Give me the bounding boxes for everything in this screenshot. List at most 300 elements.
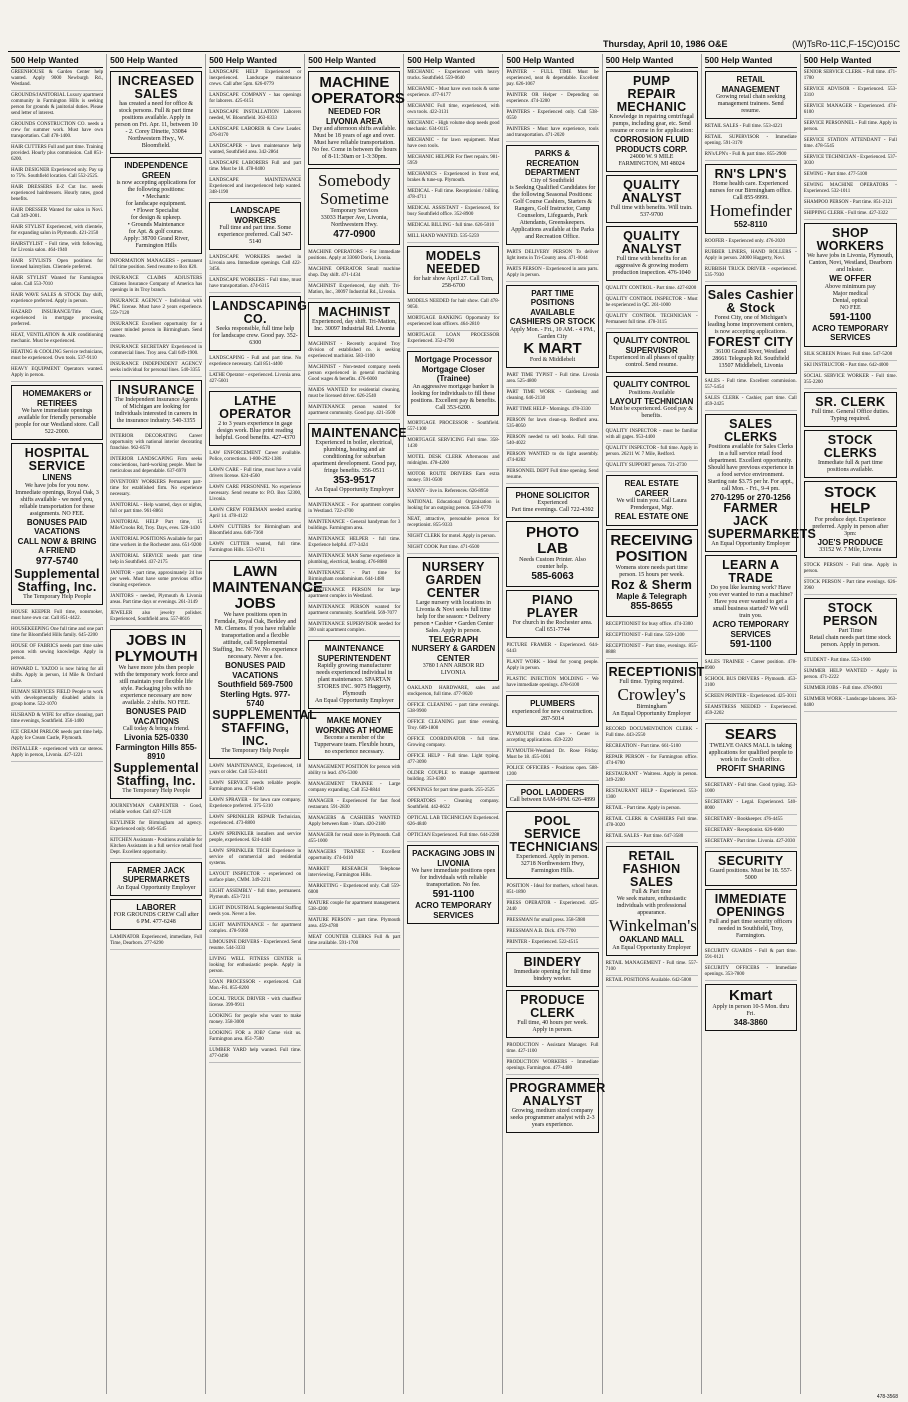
classified-columns [8, 54, 900, 1394]
ad-phone: 585-6063 [531, 571, 574, 582]
ad-title: PLUMBERS [530, 699, 575, 708]
classified-ad: INSURANCE CLAIMS ADJUSTERS Citizens Insurance Company of America has openings in its Troy branch. [110, 274, 202, 297]
classified-ad: GROUNDS/JANITORIAL Luxury apartment community in Farmington Hills is seeking person for grounds & janitorial duties. Please send letter of interest. [11, 91, 103, 120]
sales-clerks-ad [705, 414, 817, 553]
ad-offer: WE OFFER [829, 274, 872, 283]
classified-ad: PRODUCTION WORKERS - Immediate openings. Farmington. 477-4480 [506, 1058, 598, 1075]
ad-text: We will train you. Call Laura Prendergast, Mgr. [616, 498, 687, 511]
classified-ad: PRESS OPERATOR - Experienced. 425-2440 [506, 899, 598, 916]
qc-layout-ad [606, 376, 698, 424]
parks-recreation-ad [506, 145, 598, 245]
ad-title: SECURITY [717, 853, 784, 868]
ad-title: FARMER JACK SUPERMARKETS [122, 865, 190, 884]
ad-line: is now accepting applications for the following positions: [116, 180, 196, 193]
machinist-ad [308, 302, 400, 337]
classified-ad: MAINTENANCE SUPERVISOR needed for 300 unit apartment complex. [308, 620, 400, 637]
ad-title: RECEPTIONIST [608, 665, 705, 679]
ad-title: PIANO PLAYER [526, 593, 579, 620]
ad-text: The Independent Insurance Agents of Michigan are looking for individuals interested in careers in the insurance industry. 540-3355 [114, 397, 198, 424]
classified-ad: SENIOR SERVICE CLERK - Full time. 471-1700 [804, 68, 897, 85]
ad-lines [807, 284, 894, 312]
ad-text: experienced for new construction. 287-5014 [511, 708, 594, 722]
classified-ad: JANITORIAL HELP Part time, 15 Mile/Crooks Rd, Troy. Days, eves. 528-1430 [110, 518, 202, 535]
ad-list [506, 248, 598, 282]
classified-ad: HOUSE OF FABRICS needs part time sales person with sewing knowledge. Apply in person. [11, 642, 103, 665]
ad-text: Apply Mon. - Fri., 10 AM. - 4 PM., Garden City [509, 326, 596, 340]
ad-text: Experienced. Apply in person. 32718 Northwestern Hwy, Farmington Hills. [516, 854, 589, 874]
classified-ad: HAIR DRESSER Wanted for salon in Novi. Call 349-2001. [11, 206, 103, 223]
classified-ad: SECRETARY - Receptionist. 626-6600 [705, 826, 797, 837]
laborer-ad [110, 899, 202, 931]
ad-text: Immediate full & part time positions available. [817, 459, 883, 473]
ad-list [506, 730, 598, 781]
classified-ad: LIGHT MAINTENANCE - for apartment complex. 478-9360 [209, 921, 301, 938]
ad-text: Full time with benefits. Will train. 537-9700 [610, 205, 693, 218]
ad-phone: 348-3860 [733, 1017, 768, 1027]
classified-ad: MATURE couple for apartment management. 538-4200 [308, 899, 400, 916]
ad-list [11, 68, 103, 382]
photo-lab-ad [506, 521, 598, 587]
ad-phone: 591-1100 [432, 889, 475, 900]
classified-ad: QUALITY SUPPORT person. 721-2730 [606, 461, 698, 472]
ad-firm: Crowley's [617, 685, 686, 704]
classified-ad: QUALITY CONTROL INSPECTOR - Must be experienced in QC. 261-1000 [606, 295, 698, 312]
classified-ad: SHAMPOO PERSON - Part time. 851-2121 [804, 198, 897, 209]
ad-roles: CASHIERS OR STOCK [509, 317, 596, 326]
ad-list [705, 122, 797, 161]
ad-title: INCREASED SALES [117, 74, 195, 101]
ad-text: Seeks responsible, full time help for landscape crew. Good pay. 352-6300 [212, 326, 298, 346]
ad-firm: SUPPLEMENTAL STAFFING, INC. [212, 707, 317, 748]
classified-ad: RETAIL CLERK & CASHIERS Full time. 478-3020 [606, 815, 698, 832]
mortgage-processor-ad [407, 351, 499, 416]
security-ad [705, 851, 797, 886]
ad-title: RETAIL MANAGEMENT [721, 75, 780, 94]
ad-text: Experienced in all phases of quality control. Send resume. [608, 355, 695, 368]
ad-title: RETAIL FASHION SALES [622, 849, 681, 889]
classified-ad: SERVICE ADVISOR - Experienced. 553-3310 [804, 85, 897, 102]
quality-analyst-ad [606, 175, 698, 223]
ad-firm: FOREST CITY [707, 334, 794, 349]
classified-ad: PERSON WANTED to do light assembly. 474-8282 [506, 450, 598, 467]
ad-subtitle-2: LAYOUT TECHNICIAN [609, 396, 694, 406]
ad-address-2: 28661 Telegraph Rd. Southfield [712, 355, 790, 362]
ad-firm: TELEGRAPH NURSERY & GARDEN CENTER [411, 634, 496, 663]
classified-ad: PAINTER OR Helper - Depending on experience. 474-3200 [506, 91, 598, 108]
ad-list [804, 561, 897, 595]
lathe-operator-ad [209, 391, 301, 446]
qc-supervisor-ad [606, 332, 698, 373]
column-8 [702, 54, 817, 1394]
ad-title: INDEPENDENCE GREEN [124, 161, 188, 180]
ad-title: MAINTENANCE [311, 426, 407, 440]
classified-ad: INSURANCE INDEPENDENT AGENCY seeks individual for personal lines. 540-3355 [110, 360, 202, 377]
ad-title: STOCK CLERKS [823, 432, 877, 460]
classified-ad: SECURITY GUARDS - Full & part time. 591-0121 [705, 947, 797, 964]
classified-ad: SECURITY OFFICERS - Immediate openings. 353-7800 [705, 964, 797, 981]
classified-ad: RECEPTIONIST - Part time, evenings. 855-8888 [606, 642, 698, 659]
classified-ad: SUMMER JOBS - Full time. 478-0901 [804, 684, 897, 695]
ad-list [308, 763, 400, 950]
sr-clerk-ad [804, 392, 897, 427]
ad-firm: ACRO TEMPORARY SERVICES [812, 323, 889, 342]
ad-list [407, 419, 499, 554]
ad-phone-livonia: Livonia 525-0330 [124, 733, 189, 742]
classified-ad: LAWN SPRINKLER TECH Experience in service of commercial and residential systems. [209, 847, 301, 870]
classified-ad: STUDENT - Part time. 553-1900 [804, 656, 897, 667]
classified-ad: MACHINE OPERATORS - For immediate positions. Apply at 33060 Doris, Livonia. [308, 248, 400, 265]
receptionist-ad [606, 662, 705, 722]
ad-text: We have positions open in Ferndale, Royal Oak, Berkley and Mt. Clemens. If you have reliable transportation and a flexible attitude, call Supplemental Staffing, Inc. NOW. No experience necessary. Never a fee. [212, 612, 298, 660]
ad-title: LATHE OPERATOR [219, 394, 292, 421]
section-header: 500 Help Wanted [308, 54, 400, 68]
ad-text: Full time with benefits for an aggressive & growing modern production inspection. 476-1040 [612, 256, 691, 276]
ad-tagline: The Temporary Help People [23, 593, 92, 600]
classified-ad: MACHINIST - Non-tested company needs person experienced in general machining. Good wages & benefits. 476-6000 [308, 363, 400, 386]
ad-title: PUMP REPAIR MECHANIC [616, 74, 687, 114]
column-6 [503, 54, 606, 1394]
ad-text: FOR GROUNDS CREW Call after 6 PM. 477-6248 [113, 912, 199, 925]
ad-subtitle: An Equal Opportunity Employer [116, 884, 196, 891]
maintenance-superintendent-ad [308, 640, 400, 709]
classified-ad: MORTGAGE SERVICING Full time. 358-1430 [407, 436, 499, 453]
classified-ad: PICTURE FRAMER - Experienced. 644-6443 [506, 641, 598, 658]
section-header: 500 Help Wanted [606, 54, 698, 68]
ad-text: Full time. Typing required. [619, 679, 684, 685]
classified-ad: HUSBAND & WIFE for office cleaning, part time evenings, Southfield. 356-1400 [11, 711, 103, 728]
ad-phone-sterling: Sterling Hgts. 977-5740 [220, 689, 291, 708]
ad-title: LABORER [136, 902, 176, 912]
classified-ad: HAIR WAVE SALES & STOCK Day shift, experience preferred. Apply in person. [11, 291, 103, 308]
classified-ad: GREENHOUSE & Garden Center help wanted. Apply 9000 Newburgh Rd., Westland. [11, 68, 103, 91]
rns-lpns-ad [705, 164, 797, 234]
classified-ad: RESTAURANT HELP - Experienced. 553-1300 [606, 787, 698, 804]
ad-address-1: 36100 Grand River, Westland [715, 348, 787, 355]
ad-phone-southfield: Southfield 569-7500 [217, 680, 293, 689]
classified-ad: MECHANIC Full time, experienced, with own tools. 422-3131 [407, 102, 499, 119]
classified-ad: LIGHT ASSEMBLY - full time, permanent. Plymouth. 453-7211 [209, 887, 301, 904]
ad-firm: Supplemental Staffing, Inc. [113, 760, 199, 788]
ad-subtitle: Positions Available [628, 389, 675, 396]
ad-title: HOSPITAL SERVICE [24, 446, 90, 473]
classified-ad: SEAMSTRESS NEEDED - Experienced. 459-2202 [705, 703, 797, 720]
ad-firm: JOE'S PRODUCE [817, 537, 884, 547]
ad-text: Day and afternoon shifts available. Must be 18 years of age and over. Must have reliable transportation. No fee. Come in between the hours of 8-11:30am or 1-3:30pm. [311, 126, 397, 160]
classified-ad: RECEPTIONIST - Full time. 559-1200 [606, 631, 698, 642]
classified-ad: LAWN SPRINKLER installers and service people, experienced. 624-4448 [209, 830, 301, 847]
classified-ad: PRESSMAN for small press. 358-5980 [506, 916, 598, 927]
classified-ad: SUMMER WORK - Landscape laborers. 363-0400 [804, 695, 897, 712]
classified-ad: PAINTERS - Must have experience, tools and transportation. 471-2020 [506, 125, 598, 142]
ad-list [407, 297, 499, 348]
classified-ad: REPAIR PERSON - for Farmington office. 474-6700 [606, 753, 698, 770]
classified-ad: SEWING - Part time. 477-5100 [804, 170, 897, 181]
classified-ad: HOWARD L. YAZOO is now hiring for all shifts. Apply in person, 14 Mile & Orchard Lake. [11, 665, 103, 688]
classified-ad: OPENINGS for part time guards. 255-2525 [407, 786, 499, 797]
maintenance-ad [308, 423, 407, 498]
ad-phone: 552-8110 [734, 220, 768, 229]
ad-line: • Grounds Maintenance [127, 222, 185, 228]
section-header: 500 Help Wanted [705, 54, 797, 68]
ad-list [110, 802, 202, 859]
classified-ad: LOAN PROCESSOR - experienced. Call Mon.-Fri. 855-8200 [209, 978, 301, 995]
ad-text: Growing, medium sized company seeks programmer analyst with 2-3 years experience. [510, 1108, 595, 1128]
ad-list [407, 68, 499, 243]
classified-ad: PRESSMAN A.B. Dick. 476-7700 [506, 927, 598, 938]
ad-title: POOL LADDERS [520, 787, 585, 797]
ad-text: Large nursery with locations in Livonia & Novi seeks full time help for the season: • Delivery person • Cashier • Garden Center Sales. Apply in person. [413, 599, 494, 634]
classified-ad: MANAGEMENT POSITION for person with ability to lead. 476-5300 [308, 763, 400, 780]
ad-text: 2 to 3 years experience in gage design work. Blue print reading helpful. Good benefits. 427-4370 [215, 421, 296, 441]
ad-list [209, 870, 301, 1063]
ad-text: We seek mature, enthusiastic individuals with professional appearance. [616, 896, 687, 916]
ad-list [506, 882, 598, 949]
ad-text: Forest City, one of Michigan's leading home improvement centers, is now accepting applications. [707, 314, 794, 335]
classified-ad: MAIDS WANTED for residential cleaning, must be licensed driver. 626-2540 [308, 386, 400, 403]
classified-ad: SALES - Full time. Excellent commission. 557-5454 [705, 377, 797, 394]
ad-text: Retail chain needs part time stock person. Apply in person. [809, 635, 891, 648]
ad-text: Immediate opening for full time bindery worker. [514, 969, 591, 982]
ad-text: Call between 8AM-6PM. 626-4899 [509, 797, 596, 803]
classified-ad: MEDICAL - Full time. Receptionist / billing. 478-4711 [407, 187, 499, 204]
stock-person-ad [804, 598, 897, 653]
section-header: 500 Help Wanted [209, 54, 301, 68]
programmer-analyst-ad [506, 1078, 606, 1133]
models-needed-ad [407, 246, 499, 294]
ad-list [606, 959, 698, 987]
classified-ad: RECREATION - Part time. 661-5100 [606, 742, 698, 753]
classified-ad: LAWN SPRINKLER REPAIR Technician, experienced. 473-8800 [209, 813, 301, 830]
classified-ad: SCHOOL BUS DRIVERS - Plymouth. 453-3100 [705, 675, 797, 692]
ad-title: LAWN MAINTENANCE JOBS [212, 563, 324, 612]
column-1 [8, 54, 107, 1394]
classified-ad: OPTICAL LAB TECHNICIAN Experienced. 626-4840 [407, 814, 499, 831]
classified-ad: NIGHT COOK Part time. 471-6500 [407, 543, 499, 554]
ad-list [209, 354, 301, 388]
ad-title: HOMEMAKERS or RETIREES [22, 389, 92, 408]
insurance-ad [110, 380, 202, 429]
ad-title: SHOP WORKERS [816, 226, 884, 253]
classified-ad: MOTOR ROUTE DRIVERS Earn extra money. 591-0500 [407, 470, 499, 487]
classified-ad: LAWN CUTTERS for Birmingham and Bloomfield area. 646-7360 [209, 523, 301, 540]
ad-firm: ACRO TEMPORARY SERVICES [712, 620, 789, 639]
page-footer: 478-3568 [876, 1394, 898, 1400]
classified-ad: RETAIL POSITIONS Available. 642-5000 [606, 976, 698, 987]
ad-subtitle: Full & Part time [632, 889, 672, 895]
classified-ad: OPTICIAN Experienced. Full time. 644-2288 [407, 831, 499, 842]
classified-ad: MORTGAGE LOAN PROCESSOR Experienced. 352-4790 [407, 331, 499, 348]
classified-ad: PLYMOUTH Child Care - Center is accepting applications. 459-2220 [506, 730, 598, 747]
ad-text: Home health care. Experienced nurses for our Birmingham office. Call 855-9999. [709, 181, 792, 201]
ad-phone-farmington: Farmington Hills 855-8910 [115, 742, 197, 761]
ad-text: Do you like learning work? Have you ever wanted to run a machine? Have you ever wanted to get a small business started? We will train you. [708, 585, 793, 619]
classified-ad: HAIRSTYLIST - Full time, with following, for Livonia salon. 464-1940 [11, 240, 103, 257]
ad-text: We have jobs for you now. Immediate openings, Royal Oak, 3 shifts available - we need you, reliable transportation for these assignments. NO FEE. [15, 482, 99, 517]
classified-ad: LATHE Operator - experienced. Livonia area. 427-5601 [209, 371, 301, 388]
classified-ad: SECRETARY - Part time. Livonia. 427-2030 [705, 837, 797, 848]
column-2 [107, 54, 206, 1394]
pool-ladders-ad [506, 784, 598, 809]
ad-list [209, 762, 301, 870]
classified-ad: QUALITY INSPECTOR - full time. Apply in person. 26211 W. 7 Mile, Redford. [606, 444, 698, 461]
classified-ad: PART TIME HELP - Mornings. 478-3330 [506, 405, 598, 416]
classified-ad: LUMBER YARD help wanted. Full time. 477-0490 [209, 1046, 301, 1063]
ad-address: 24000 W. 9 MILE FARMINGTON, MI 48024 [618, 154, 685, 167]
ad-title: PART TIME POSITIONS AVAILABLE [530, 288, 575, 317]
classified-ad: PLASTIC INJECTION MOLDING - We have immediate openings. 478-6100 [506, 675, 598, 692]
immediate-openings-ad [705, 889, 797, 944]
ad-list [705, 377, 797, 411]
kmart-part-time-ad [506, 285, 598, 368]
ad-address: Ford & Middlebelt [529, 356, 576, 363]
classified-ad: MAINTENANCE - General handyman for 3 buildings. Farmington area. [308, 518, 400, 535]
classified-ad: MACHINIST Experienced, day shift. Tri-Mation, Inc., 30097 Industrial Rd., Livonia. [308, 282, 400, 299]
classified-ad: HOUSEKEEPING One full time and one part time for Bloomfield Hills family. 645-2200 [11, 625, 103, 642]
classified-ad: PERSON for lawn clean-up. Redford area. 535-8050 [506, 416, 598, 433]
ad-address-3: 13507 Middlebelt, Livonia [718, 362, 783, 369]
ad-firm: ACRO TEMPORARY SERVICES [415, 901, 492, 920]
ad-text: Part time evenings. Call 722-4392 [511, 507, 594, 513]
classified-ad: LAWN CUTTER wanted, full time. Farmington Hills. 553-0711 [209, 540, 301, 557]
masthead-edition: (W)TsRo-11C,F-15C)O15C [792, 39, 900, 49]
classified-ad: PART TIME WORK - Gardening and cleaning. 646-2130 [506, 388, 598, 405]
ad-firm: REAL ESTATE ONE [614, 512, 689, 521]
ad-title: QUALITY ANALYST [621, 229, 682, 256]
phone-solicitor-ad [506, 487, 598, 519]
ad-subtitle: PROFIT SHARING [716, 764, 785, 773]
ad-address: 33152 W. 7 Mile, Livonia [819, 547, 882, 553]
ad-address: OAKLAND MALL [619, 935, 684, 944]
classified-ad: OFFICE CLEANING - part time evenings. 538-9900 [407, 701, 499, 718]
ad-title: MACHINE OPERATORS [311, 74, 405, 107]
ad-line: for design & upkeep. [130, 215, 182, 221]
classified-ad: OAKLAND HARDWARE, sales and stockperson, full time. 477-9020 [407, 684, 499, 701]
ad-text: is Seeking Qualified Candidates for the following Seasonal Positions: Golf Course Cashiers, Starters & Rangers, Golf Instructor, Camp Counselors, Lifeguards, Park Attendants, Greenskeepers. Applications available at the Parks and Recreation Office. [509, 184, 596, 240]
ad-list [506, 1041, 598, 1075]
ad-list [606, 620, 698, 659]
classified-ad: LIMOUSINE DRIVERS - Experienced. Send resume. 544-3333 [209, 938, 301, 955]
classified-ad: OFFICE COORDINATOR - full time. Growing company. [407, 735, 499, 752]
classified-ad: NANNY - live in. References. 626-8950 [407, 487, 499, 498]
classified-ad: MACHINE OPERATOR Small machine shop. Day shift. 471-1434 [308, 265, 400, 282]
classified-ad: SEWING MACHINE OPERATORS - Experienced. 532-1011 [804, 181, 897, 198]
pump-repair-ad [606, 71, 698, 172]
ad-text: Must be experienced. Good pay & benefits. [610, 406, 693, 419]
classified-ad: OFFICE HELP - Full time. Light typing. 477-3090 [407, 752, 499, 769]
ad-subtitle: Experienced [537, 500, 568, 506]
ad-list [506, 68, 598, 142]
column-4 [305, 54, 407, 1394]
classified-ad: SALES TRAINEE - Career position. 478-8900 [705, 658, 797, 675]
laminator-ad: LAMINATOR Experienced, immediate, Full Time, Dearborn. 277-6290 [110, 933, 202, 950]
classified-ad: RETAIL - Part time. Apply in person. [606, 804, 698, 815]
classified-ad: GROUNDS CONSTRUCTION CO. needs a crew for summer work. Must have own transportation. Call 478-1400. [11, 120, 103, 143]
classified-ad: MACHINIST - Recently acquired Troy division of established co. is seeking experienced machinist. 583-1100 [308, 340, 400, 363]
classified-ad: LAWN CREW FOREMAN needed starting April 14. 478-4122 [209, 506, 301, 523]
ad-text: Full time and part time. Some experience preferred. Call 347-5140 [217, 225, 293, 245]
masthead-date: Thursday, April 10, 1986 O&E [603, 39, 728, 49]
ad-title: LANDSCAPE WORKERS [230, 206, 281, 225]
classified-ad: LOCAL TRUCK DRIVER - with chauffeur license. 399-9911 [209, 995, 301, 1012]
classified-ad: STOCK PERSON - Part time evenings. 626-3960 [804, 578, 897, 595]
ad-title: INSURANCE [117, 383, 195, 397]
classified-ad: KITCHEN Assistants - Positions available for Kitchen Assistants in a full service retail food Dept. Excellent opportunity. [110, 836, 202, 859]
ad-subtitle: Birmingham [636, 704, 667, 710]
classified-ad: LANDSCAPE MAINTENANCE Experienced and inexperienced help wanted. 348-1190 [209, 176, 301, 199]
classified-ad: RETAIL SALES - Full time. 553-4221 [705, 122, 797, 133]
ad-title: RN'S LPN'S [714, 167, 787, 181]
classified-ad: LAYOUT INSPECTOR - experienced on surface plate, CMM. 349-2211 [209, 870, 301, 887]
ad-title: PHONE SOLICITOR [515, 490, 590, 500]
ad-title: Mortgage Processor Mortgage Closer (Trainee) [414, 355, 493, 383]
ad-list [209, 449, 301, 557]
stock-help-ad [804, 481, 897, 559]
ad-subtitle: An Equal Opportunity Employer [314, 487, 394, 493]
section-header: 500 Help Wanted [11, 54, 103, 68]
ad-title: JOBS IN PLYMOUTH [114, 632, 198, 665]
classified-ad: MANAGEMENT TRAINEE - Large company expanding. Call 352-8844 [308, 780, 400, 797]
classified-ad: MECHANIC - Experienced with heavy trucks. Southfield. 559-0640 [407, 68, 499, 85]
ad-list [606, 427, 698, 472]
ad-list [804, 656, 897, 712]
ad-text: Full time. General Office duties. Typing required. [811, 408, 890, 422]
ad-title: PARKS & RECREATION DEPARTMENT [525, 149, 580, 177]
classified-ad: LANDSCAPE WORKERS needed in Livonia area. Immediate openings. Call 422-3456. [209, 253, 301, 276]
classified-ad: HUMAN SERVICES FIELD People to work with developmentally disabled adults in group home. 522-1070 [11, 688, 103, 711]
ad-phone: 977-5740 [35, 555, 79, 567]
classified-ad: MEDICAL BILLING - full time. 626-5010 [407, 221, 499, 232]
classified-ad: INTERIOR DECORATING Career opportunity with national interior decorating franchise. 962-8570 [110, 432, 202, 455]
classified-ad: PAINTER - FULL TIME Must be experienced, neat & dependable. Excellent pay. 626-1067 [506, 68, 598, 91]
ad-firm: Supplemental Staffing, Inc. [14, 566, 100, 594]
classified-ad: HEATING & COOLING Service technicians, must be experienced. Own tools. 537-9110 [11, 348, 103, 365]
ad-phone: 591-1100 [729, 639, 772, 650]
classified-ad: POSITION - Ideal for mothers, school hours. 851-1890 [506, 882, 598, 899]
ad-text: Full time, 40 hours per week. Apply in person. [517, 1020, 588, 1033]
quality-analyst-2-ad [606, 226, 698, 281]
ad-title: IMMEDIATE OPENINGS [714, 891, 787, 919]
bindery-ad [506, 952, 598, 987]
ad-text: We have immediate openings available for friendly personable people for our Westland store. Call 522-2000. [15, 408, 99, 435]
ad-line: for Apt. & golf course. [128, 229, 184, 235]
landscaping-co-ad [209, 296, 308, 351]
lawn-maintenance-ad [209, 560, 324, 759]
classified-ad: LANDSCAPE LABORERS Full and part time. Must be 18. 478-0400 [209, 159, 301, 176]
ad-list [209, 68, 301, 199]
ad-text: Full and part time security officers needed in Southfield, Troy, Farmington. [709, 918, 793, 939]
ad-list [110, 257, 202, 377]
classified-ad: JANITOR - part time, approximately 24 hrs per week. Must have some previous office cleaning experience. [110, 569, 202, 592]
ad-list [804, 350, 897, 389]
section-header: 500 Help Wanted [407, 54, 499, 68]
ad-title: PROGRAMMER ANALYST [509, 1081, 606, 1108]
classified-ad: STOCK PERSON - Full time. Apply in person. [804, 561, 897, 578]
piano-player-ad [506, 590, 598, 638]
stock-clerks-ad [804, 430, 897, 478]
classified-ad: RN's/LPN's - Full & part time. 855-2900 [705, 150, 797, 161]
classified-ad: SERVICE TECHNICIAN - Experienced. 537-3030 [804, 153, 897, 170]
classified-ad: MAINTENANCE PERSON wanted for apartment community. Southfield. 569-7077 [308, 603, 400, 620]
classified-ad: MAINTENANCE person wanted for apartment community. Good pay. 421-3500 [308, 403, 400, 420]
ad-list [308, 501, 400, 637]
ad-address: Maple & Telegraph [616, 591, 687, 601]
classified-ad: MARKETING - Experienced only. Call 559-6000 [308, 882, 400, 899]
retail-fashion-ad [606, 846, 698, 956]
classified-ad: LIVING WELL FITNESS CENTER is looking for enthusiastic people. Apply in person. [209, 955, 301, 978]
classified-ad: HAIR DRESSERS E-Z Cut Inc. needs experienced hairdressers. Hourly rates, good benefits. [11, 183, 103, 206]
ad-title: LEARN A TRADE [722, 558, 780, 585]
classified-ad: SERVICE MANAGER - Experienced. 474-6100 [804, 102, 897, 119]
